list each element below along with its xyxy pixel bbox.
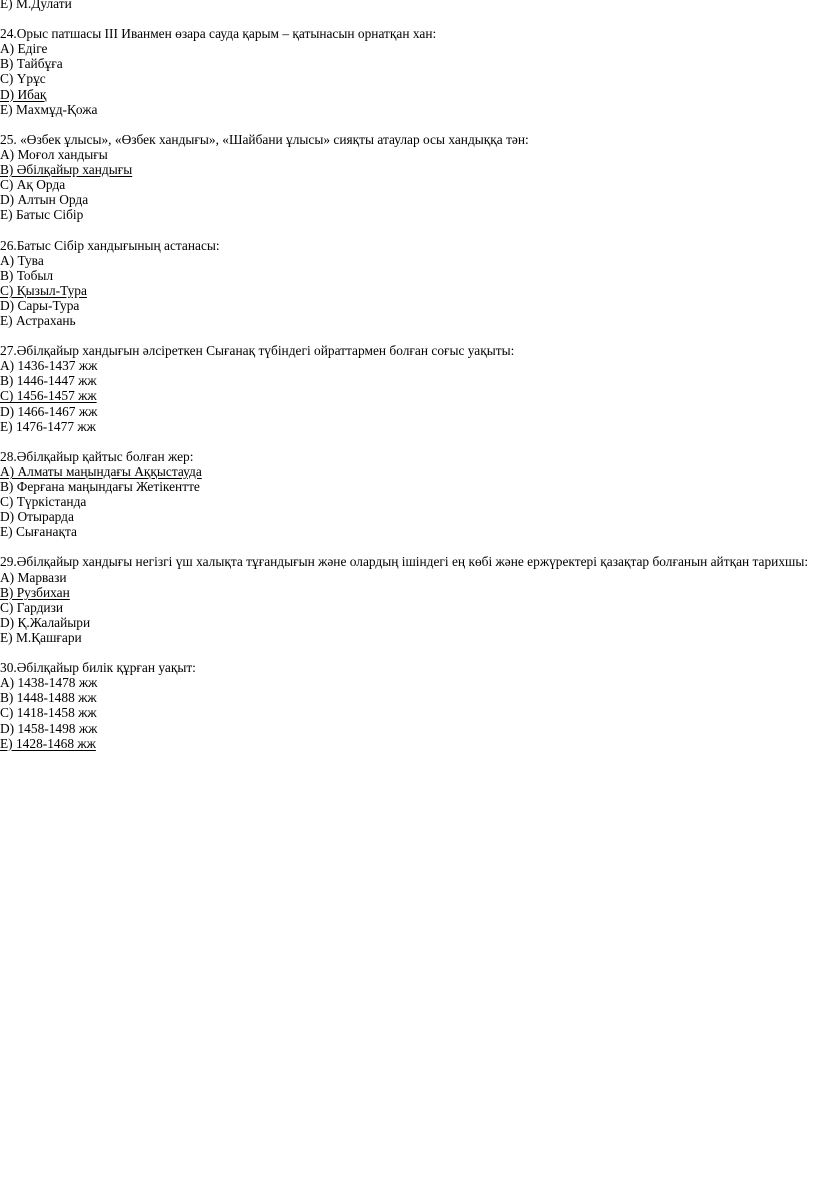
- option-label: B) Тобыл: [0, 267, 54, 283]
- option-label: E) 1428-1468 жж: [0, 735, 96, 751]
- question-block: [0, 132, 816, 238]
- answer-option: [0, 494, 816, 509]
- option-label: E) Махмұд-Қожа: [0, 101, 98, 117]
- option-label: B) 1446-1447 жж: [0, 373, 97, 389]
- answer-option: [0, 524, 816, 539]
- answer-option: [0, 509, 816, 524]
- answer-option: [0, 313, 816, 328]
- answer-option: [0, 690, 816, 705]
- option-label: A) Марвази: [0, 569, 67, 585]
- question-text: 24.Орыс патшасы III Иванмен өзара сауда қарым – қатынасын орнатқан хан:: [0, 26, 437, 42]
- option-label: D) Сары-Тура: [0, 297, 80, 313]
- question-block: [0, 238, 816, 344]
- option-label: B) Тайбұға: [0, 56, 63, 72]
- answer-option: [0, 419, 816, 434]
- answer-option: [0, 705, 816, 720]
- option-label: C) Қызыл-Тура: [0, 282, 87, 298]
- question-block: [0, 343, 816, 449]
- option-label: E) Сығанақта: [0, 524, 77, 540]
- answer-option: [0, 253, 816, 268]
- answer-option: [0, 192, 816, 207]
- option-label: D) Қ.Жалайыри: [0, 614, 91, 630]
- spacer: [0, 328, 816, 343]
- spacer: [0, 117, 816, 132]
- option-label: D) 1458-1498 жж: [0, 720, 98, 736]
- answer-option: [0, 373, 816, 388]
- answer-option: [0, 630, 816, 645]
- spacer: [0, 11, 816, 26]
- option-label: E) 1476-1477 жж: [0, 418, 96, 434]
- spacer: [0, 645, 816, 660]
- option-label: A) Алматы маңындағы Аққыстауда: [0, 463, 202, 479]
- lead-answer-line: E) М.Дулати: [0, 0, 72, 11]
- question-block: [0, 26, 816, 132]
- option-label: B) 1448-1488 жж: [0, 690, 97, 706]
- option-label: E) Батыс Сібір: [0, 207, 84, 223]
- answer-option: [0, 71, 816, 86]
- option-label: C) Ақ Орда: [0, 177, 66, 193]
- answer-option: [0, 56, 816, 71]
- option-label: A) 1436-1437 жж: [0, 358, 98, 374]
- spacer: [0, 434, 816, 449]
- answer-option: [0, 358, 816, 373]
- answer-option: [0, 41, 816, 56]
- answer-option: [0, 268, 816, 283]
- option-label: C) 1418-1458 жж: [0, 705, 97, 721]
- question-text: 26.Батыс Сібір хандығының астанасы:: [0, 237, 220, 253]
- answer-option: [0, 675, 816, 690]
- question-text: 30.Әбілқайыр билік құрған уақыт:: [0, 660, 196, 676]
- question-block: [0, 449, 816, 555]
- answer-option: [0, 102, 816, 117]
- option-label: C) 1456-1457 жж: [0, 388, 97, 404]
- answer-option-correct: [0, 388, 816, 403]
- answer-option-correct: [0, 162, 816, 177]
- option-label: E) Астрахань: [0, 312, 76, 328]
- option-label: C) Гардизи: [0, 599, 64, 615]
- option-label: A) Моғол хандығы: [0, 146, 108, 162]
- answer-option: [0, 600, 816, 615]
- option-label: B) Рузбихан: [0, 584, 70, 600]
- answer-option: [0, 479, 816, 494]
- answer-option-correct: [0, 464, 816, 479]
- option-label: E) М.Қашғари: [0, 629, 82, 645]
- answer-option: [0, 298, 816, 313]
- answer-option: [0, 147, 816, 162]
- answer-option: [0, 177, 816, 192]
- question-text: 25. «Өзбек ұлысы», «Өзбек хандығы», «Шайбани ұлысы» сияқты атаулар осы хандыққа тән:: [0, 131, 529, 147]
- option-label: A) 1438-1478 жж: [0, 675, 98, 691]
- option-label: D) 1466-1467 жж: [0, 403, 98, 419]
- answer-option: [0, 404, 816, 419]
- answer-option-correct: [0, 87, 816, 102]
- question-text: 28.Әбілқайыр қайтыс болған жер:: [0, 448, 194, 464]
- answer-option: [0, 570, 816, 585]
- answer-option-correct: [0, 283, 816, 298]
- spacer: [0, 222, 816, 237]
- option-label: D) Отырарда: [0, 509, 74, 525]
- answer-option-correct: [0, 585, 816, 600]
- option-label: C) Үрұс: [0, 71, 46, 87]
- question-block: [0, 660, 816, 751]
- answer-option-correct: [0, 736, 816, 751]
- answer-option: [0, 721, 816, 736]
- question-text: 27.Әбілқайыр хандығын әлсіреткен Сығанақ түбіндегі ойраттармен болған соғыс уақыты:: [0, 343, 515, 359]
- question-text: 29.Әбілқайыр хандығы негізгі үш халықта тұғандығын және олардың ішіндегі ең көбі және ержүректері қазақтар болғанын айтқан тарихшы:: [0, 554, 809, 570]
- option-label: A) Тува: [0, 252, 44, 268]
- answer-option: [0, 615, 816, 630]
- option-label: D) Алтын Орда: [0, 192, 89, 208]
- question-block: [0, 554, 816, 660]
- option-label: D) Ибақ: [0, 86, 47, 102]
- question-list: [0, 26, 816, 751]
- option-label: A) Едіге: [0, 41, 48, 57]
- option-label: B) Ферғана маңындағы Жетікентте: [0, 479, 200, 494]
- spacer: [0, 539, 816, 554]
- option-label: B) Әбілқайыр хандығы: [0, 162, 133, 178]
- option-label: C) Түркістанда: [0, 494, 87, 510]
- answer-option: [0, 207, 816, 222]
